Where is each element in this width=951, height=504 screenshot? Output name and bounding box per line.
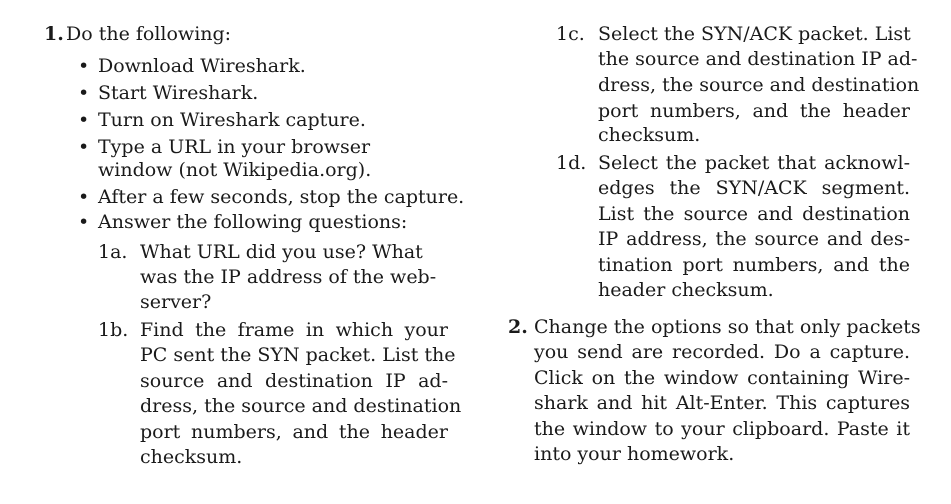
bullet-icon: • [78, 136, 90, 158]
question-label: 1a. [98, 241, 128, 263]
question-line: port numbers, and the header [140, 421, 448, 443]
item-2-line: shark and hit Alt-Enter. This captures [534, 392, 910, 414]
bullet-icon: • [78, 186, 90, 208]
bullet-icon: • [78, 55, 90, 77]
item-2-line: Click on the window containing Wire- [534, 367, 910, 389]
question-line: dress, the source and destination [140, 395, 462, 417]
bullet-item: After a few seconds, stop the capture. [98, 186, 465, 208]
question-line: server? [140, 291, 212, 313]
bullet-item: Turn on Wireshark capture. [98, 109, 366, 131]
item-2-line: you send are recorded. Do a capture. [534, 341, 910, 363]
question-label: 1b. [98, 319, 129, 341]
question-line: was the IP address of the web- [140, 266, 437, 288]
bullet-item-continuation: window (not Wikipedia.org). [98, 159, 372, 181]
bullet-item: Answer the following questions: [98, 211, 408, 233]
bullet-icon: • [78, 109, 90, 131]
question-line: edges the SYN/ACK segment. [598, 177, 910, 199]
question-line: IP address, the source and des- [598, 228, 910, 250]
question-line: checksum. [140, 446, 243, 468]
item-2-line: into your homework. [534, 443, 735, 465]
question-line: List the source and destination [598, 203, 910, 225]
item-2-line: Change the options so that only packets [534, 316, 921, 338]
item-1-number: 1. [44, 23, 64, 45]
bullet-item: Start Wireshark. [98, 82, 259, 104]
bullet-icon: • [78, 82, 90, 104]
item-1-intro: Do the following: [66, 23, 232, 45]
question-line: What URL did you use? What [140, 241, 423, 263]
item-2-number: 2. [508, 316, 528, 338]
bullet-icon: • [78, 211, 90, 233]
question-line: Select the packet that acknowl- [598, 152, 910, 174]
question-line: header checksum. [598, 279, 774, 301]
question-line: the source and destination IP ad- [598, 48, 918, 70]
question-label: 1d. [556, 152, 587, 174]
question-line: PC sent the SYN packet. List the [140, 344, 456, 366]
question-line: port numbers, and the header [598, 100, 910, 122]
question-line: Find the frame in which your [140, 319, 448, 341]
question-line: Select the SYN/ACK packet. List [598, 23, 911, 45]
bullet-item: Type a URL in your browser [98, 136, 371, 158]
question-line: tination port numbers, and the [598, 254, 910, 276]
item-2-line: the window to your clipboard. Paste it [534, 418, 910, 440]
bullet-item: Download Wireshark. [98, 55, 306, 77]
question-line: source and destination IP ad- [140, 370, 448, 392]
question-line: dress, the source and destination [598, 74, 920, 96]
question-label: 1c. [556, 23, 585, 45]
question-line: checksum. [598, 124, 701, 146]
